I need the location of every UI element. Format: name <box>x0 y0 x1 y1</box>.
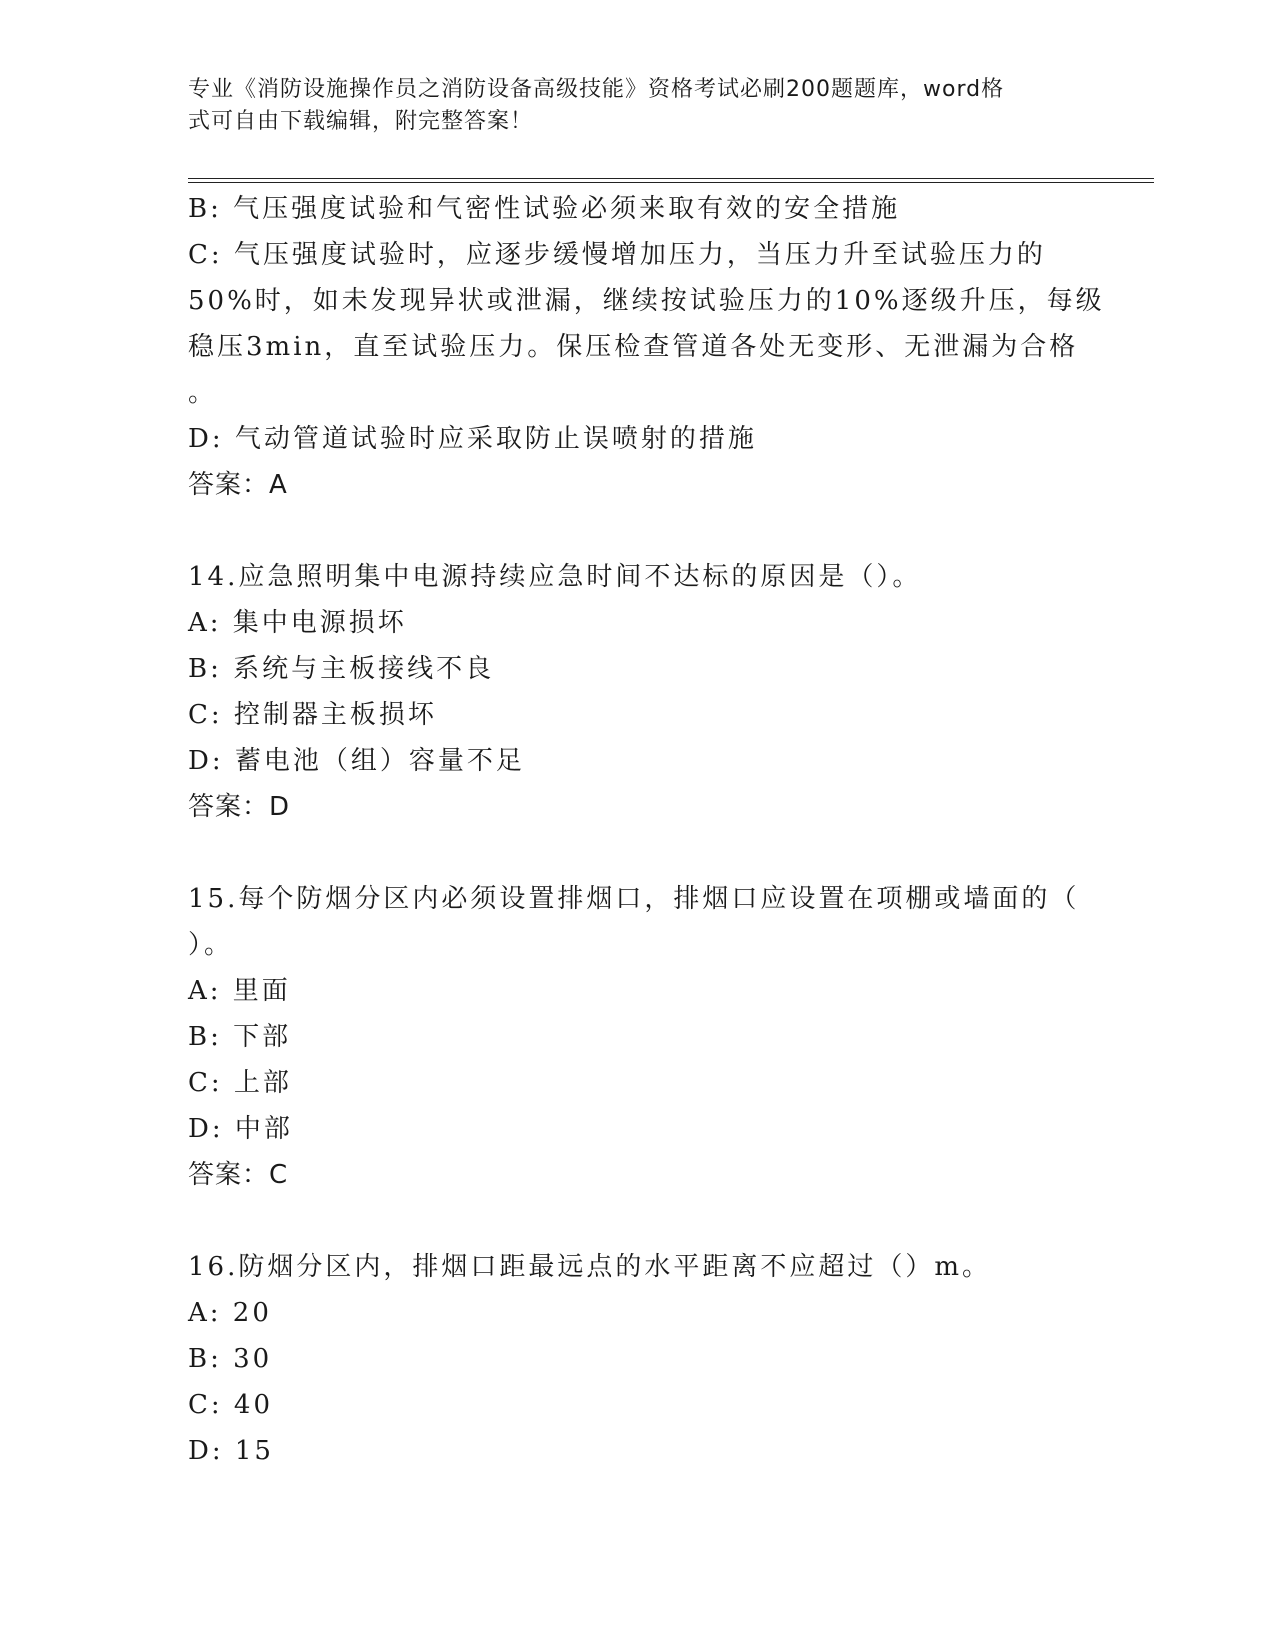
option-d: D: 中部 <box>188 1114 293 1144</box>
option-c-line-3: 稳压3min，直至试验压力。保压检查管道各处无变形、无泄漏为合格 <box>188 332 1079 362</box>
option-c-line-1: C: 气压强度试验时，应逐步缓慢增加压力，当压力升至试验压力的 <box>188 240 1046 270</box>
option-a: A: 里面 <box>188 976 291 1006</box>
question-spacer <box>188 830 1068 876</box>
answer-label: 答案：D <box>188 792 291 822</box>
option-c: C: 控制器主板损坏 <box>188 700 437 730</box>
option-a: A: 集中电源损坏 <box>188 608 407 638</box>
option-b: B: 气压强度试验和气密性试验必须来取有效的安全措施 <box>188 194 901 224</box>
option-c: C: 上部 <box>188 1068 292 1098</box>
question-stem-line-2: ）。 <box>188 930 234 960</box>
question-13-continued <box>188 186 1105 508</box>
option-d: D: 15 <box>188 1436 274 1466</box>
document-header <box>188 74 1068 138</box>
option-c: C: 40 <box>188 1390 274 1420</box>
header-line-2: 式可自由下载编辑，附完整答案！ <box>188 109 534 134</box>
option-c-line-4: 。 <box>188 378 218 408</box>
option-b: B: 系统与主板接线不良 <box>188 654 495 684</box>
question-16 <box>188 1244 1068 1474</box>
option-d: D: 蓄电池（组）容量不足 <box>188 746 525 776</box>
question-stem-line-1: 15.每个防烟分区内必须设置排烟口，排烟口应设置在项棚或墙面的（ <box>188 884 1080 914</box>
question-15 <box>188 876 1080 1198</box>
header-line-1: 专业《消防设施操作员之消防设备高级技能》资格考试必刷200题题库，word格 <box>188 77 1005 102</box>
question-stem: 14.应急照明集中电源持续应急时间不达标的原因是（）。 <box>188 562 922 592</box>
header-divider <box>188 178 1154 183</box>
question-spacer <box>188 1198 1068 1244</box>
answer-label: 答案：C <box>188 1160 289 1190</box>
option-b: B: 30 <box>188 1344 273 1374</box>
option-d: D: 气动管道试验时应采取防止误喷射的措施 <box>188 424 757 454</box>
question-content <box>188 186 1105 1474</box>
question-spacer <box>188 508 1068 554</box>
answer-label: 答案：A <box>188 470 288 500</box>
option-a: A: 20 <box>188 1298 272 1328</box>
question-stem: 16.防烟分区内，排烟口距最远点的水平距离不应超过（）m。 <box>188 1252 992 1282</box>
question-14 <box>188 554 1068 830</box>
option-c-line-2: 50%时，如未发现异状或泄漏，继续按试验压力的10%逐级升压，每级 <box>188 286 1105 316</box>
option-b: B: 下部 <box>188 1022 292 1052</box>
